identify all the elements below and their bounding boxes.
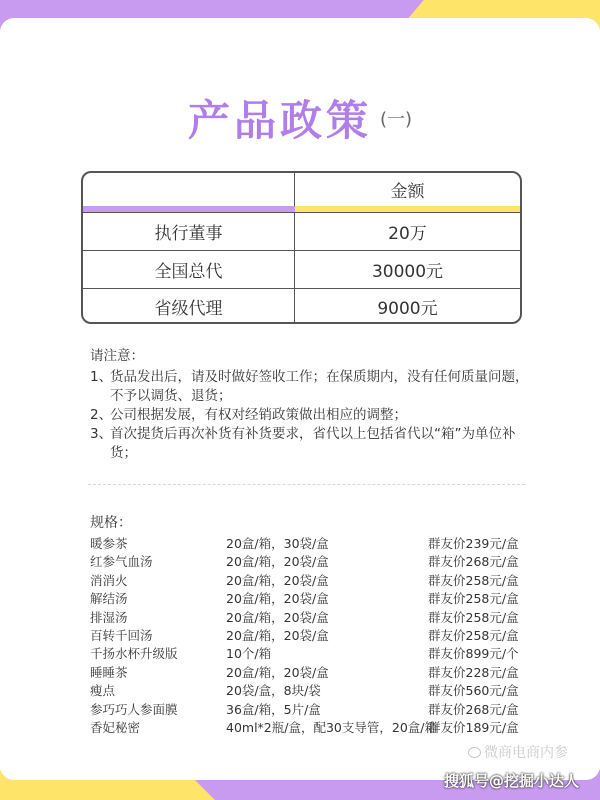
note-item: [90, 368, 535, 406]
spec-price: 群友价228元/盒: [428, 664, 519, 680]
spec-list: [90, 534, 530, 736]
spec-price: 群友价258元/盒: [428, 591, 519, 607]
spec-name: 参巧巧人参面膜: [90, 701, 178, 717]
spec-price: 群友价268元/盒: [428, 701, 519, 717]
spec-pack: 20盒/箱，30袋/盒: [226, 536, 329, 551]
spec-row: [90, 552, 530, 570]
spec-name: 睡睡茶: [90, 664, 128, 680]
note-number: 3、: [90, 426, 113, 442]
wechat-icon: [468, 747, 481, 758]
spec-row: [90, 718, 530, 736]
spec-pack: 20盒/箱，20袋/盒: [226, 554, 329, 570]
spec-name: 红参气血汤: [90, 554, 153, 570]
spec-name: 排湿汤: [90, 609, 128, 625]
spec-name: 消消火: [90, 572, 128, 588]
spec-row: [90, 571, 530, 589]
spec-row: [90, 626, 530, 644]
dashed-divider: [88, 484, 525, 485]
header-cell-amount: 金额: [390, 182, 425, 202]
amount-cell: 20万: [388, 224, 427, 244]
spec-price: 群友价189元/盒: [428, 719, 519, 735]
level-cell: 全国总代: [83, 251, 295, 288]
table-row: [83, 250, 520, 288]
note-number: 1、: [90, 369, 113, 385]
spec-row: [90, 663, 530, 681]
note-item: [90, 406, 535, 425]
spec-pack: 20盒/箱，20袋/盒: [226, 609, 329, 625]
amount-cell: 30000元: [371, 262, 444, 282]
watermark-bottom: 搜狐号@挖掘小达人: [444, 772, 580, 790]
spec-pack: 20盒/箱，20袋/盒: [226, 627, 329, 643]
spec-pack: 36盒/箱，5片/盒: [226, 701, 321, 717]
spec-name: 千扬水杯升级版: [90, 646, 178, 662]
spec-pack: 20盒/箱，20袋/盒: [226, 591, 329, 607]
title-row: [0, 88, 600, 148]
spec-price: 群友价258元/盒: [428, 609, 519, 625]
spec-name: 百转千回汤: [90, 627, 153, 643]
spec-price: 群友价560元/盒: [428, 683, 519, 699]
spec-row: [90, 681, 530, 699]
spec-pack: 20盒/箱，20袋/盒: [226, 572, 329, 588]
page-title: 产品政策: [187, 96, 372, 145]
spec-pack: 20袋/盒，8块/袋: [226, 683, 321, 699]
spec-pack: 20盒/箱，20袋/盒: [226, 664, 329, 680]
spec-price: 群友价268元/盒: [428, 554, 519, 570]
spec-name: 暖参茶: [90, 536, 128, 551]
level-cell: 省级代理: [83, 289, 295, 324]
spec-price: 群友价239元/盒: [428, 536, 519, 551]
spec-name: 瘦点: [90, 683, 116, 699]
spec-price: 群友价899元/个: [428, 646, 519, 662]
notes-section: [90, 347, 535, 463]
spec-row: [90, 589, 530, 607]
watermark-top: [468, 742, 568, 762]
spec-price: 群友价258元/盒: [428, 627, 519, 643]
spec-name: 香妃秘密: [90, 719, 141, 735]
policy-table: [81, 171, 522, 324]
note-number: 2、: [90, 407, 113, 423]
table-row: [83, 288, 520, 324]
header-cell-level: [83, 173, 295, 206]
spec-row: [90, 644, 530, 662]
table-row: [83, 212, 520, 250]
amount-cell: 9000元: [377, 299, 438, 319]
spec-pack: 40ml*2瓶/盒，配30支导管，20盒/箱: [226, 719, 437, 735]
watermark-top-text: 微商电商内参: [484, 745, 568, 761]
spec-price: 群友价258元/盒: [428, 572, 519, 588]
note-text: 首次提货后再次补货有补货要求，省代以上包括省代以“箱”为单位补货；: [110, 426, 516, 461]
top-band-mask: [0, 18, 600, 40]
specs-title: 规格：: [90, 515, 132, 531]
page-title-sub: (一): [379, 109, 413, 130]
notes-title: 请注意：: [90, 348, 144, 364]
spec-row: [90, 608, 530, 626]
note-text: 货品发出后，请及时做好签收工作；在保质期内，没有任何质量问题，不予以调货、退货；: [110, 369, 529, 404]
note-text: 公司根据发展，有权对经销政策做出相应的调整；: [110, 407, 407, 423]
spec-row: [90, 534, 530, 552]
level-cell: 执行董事: [83, 213, 295, 250]
spec-name: 解结汤: [90, 591, 128, 607]
spec-row: [90, 700, 530, 718]
note-item: [90, 425, 535, 463]
table-header: [83, 173, 520, 206]
spec-pack: 10个/箱: [226, 646, 272, 662]
